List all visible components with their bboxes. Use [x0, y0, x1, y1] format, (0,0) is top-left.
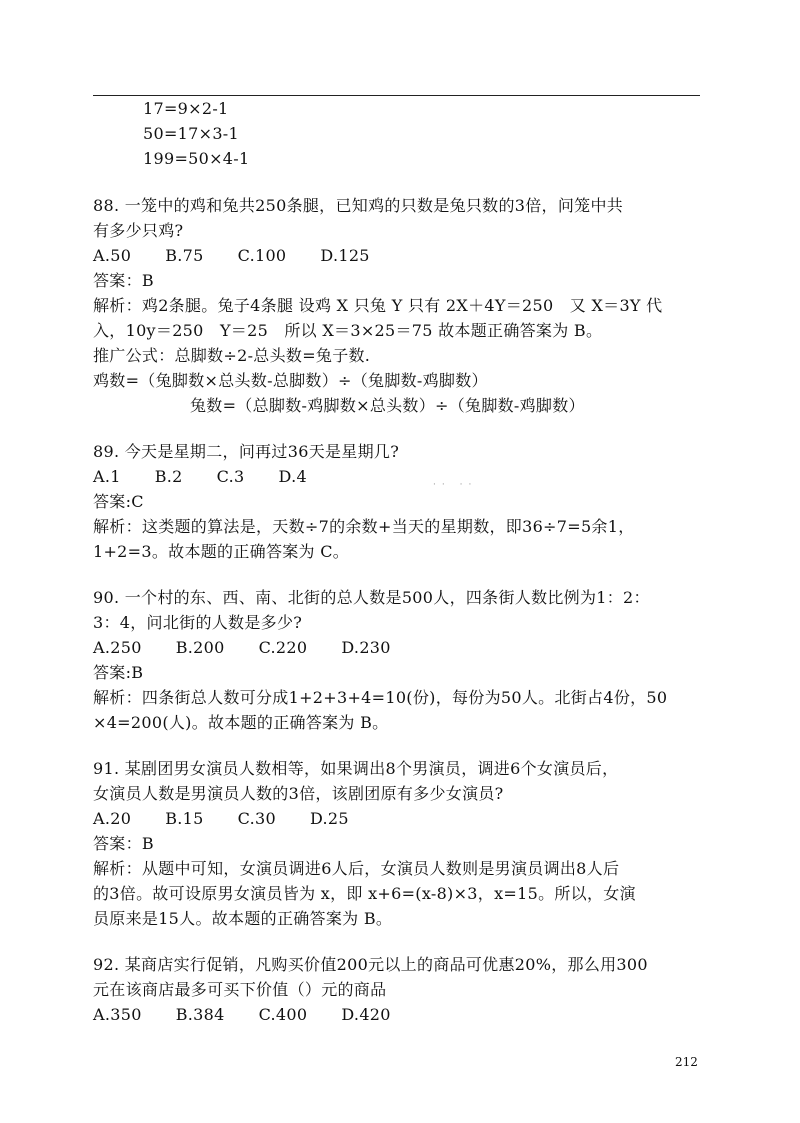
question-92-options: [93, 1003, 425, 1027]
option-a: A.20: [93, 809, 132, 828]
option-c: C.100: [237, 246, 287, 265]
formula-line: 17=9×2-1: [143, 99, 229, 118]
question-89-text: 89. 今天是星期二，问再过36天是星期几?: [93, 442, 400, 461]
option-a: A.50: [93, 246, 132, 265]
option-b: B.75: [165, 246, 204, 265]
question-90-text: 3：4，问北街的人数是多少?: [93, 613, 303, 632]
option-d: D.420: [341, 1005, 391, 1024]
option-d: D.125: [320, 246, 370, 265]
question-90-text: 90. 一个村的东、西、南、北街的总人数是500人，四条街人数比例为1：2：: [93, 588, 650, 607]
option-a: A.1: [93, 467, 121, 486]
question-89-answer: 答案:C: [93, 492, 144, 511]
question-88-text: 88. 一笼中的鸡和兔共250条腿，已知鸡的只数是兔只数的3倍，问笼中共: [93, 196, 624, 215]
option-c: C.220: [258, 638, 308, 657]
option-c: C.3: [216, 467, 245, 486]
question-91-analysis: 员原来是15人。故本题的正确答案为 B。: [93, 909, 393, 928]
question-91-analysis: 的3倍。故可设原男女演员皆为 x，即 x+6=(x-8)×3，x=15。所以，女演: [93, 884, 636, 903]
option-b: B.15: [165, 809, 204, 828]
page-number: 212: [675, 1055, 698, 1069]
question-91-answer: 答案：B: [93, 834, 154, 853]
option-b: B.2: [154, 467, 183, 486]
question-90-answer: 答案:B: [93, 663, 144, 682]
question-88-analysis: 解析：鸡2条腿。兔子4条腿 设鸡 X 只兔 Y 只有 2X＋4Y＝250 又 X＝3Y 代: [93, 296, 663, 315]
question-92-text: 元在该商店最多可买下价值（）元的商品: [93, 980, 387, 999]
header-rule: [93, 95, 700, 96]
option-c: C.30: [237, 809, 276, 828]
question-88-analysis: 入，10y＝250 Y＝25 所以 X＝3×25＝75 故本题正确答案为 B。: [93, 321, 603, 340]
scan-artifact: ·· ··: [433, 480, 478, 490]
option-d: D.230: [341, 638, 391, 657]
option-a: A.350: [93, 1005, 142, 1024]
question-91-analysis: 解析：从题中可知，女演员调进6人后，女演员人数则是男演员调出8人后: [93, 859, 620, 878]
question-88-formula: 兔数=（总脚数-鸡脚数×总头数）÷（兔脚数-鸡脚数）: [190, 396, 585, 415]
question-90-analysis: ×4=200(人)。故本题的正确答案为 B。: [93, 713, 389, 732]
question-91-text: 女演员人数是男演员人数的3倍，该剧团原有多少女演员?: [93, 784, 504, 803]
question-89-analysis: 解析：这类题的算法是，天数÷7的余数+当天的星期数，即36÷7=5余1，: [93, 517, 635, 536]
formula-line: 199=50×4-1: [143, 149, 250, 168]
question-92-text: 92. 某商店实行促销，凡购买价值200元以上的商品可优惠20%，那么用300: [93, 955, 648, 974]
question-91-options: [93, 807, 383, 831]
question-88-formula: 推广公式：总脚数÷2-总头数=兔子数.: [93, 346, 371, 365]
option-a: A.250: [93, 638, 142, 657]
question-89-analysis: 1+2=3。故本题的正确答案为 C。: [93, 542, 350, 561]
question-88-options: [93, 244, 404, 268]
question-89-options: [93, 465, 341, 489]
question-88-formula: 鸡数=（兔脚数×总头数-总脚数）÷（兔脚数-鸡脚数）: [93, 371, 488, 390]
question-91-text: 91. 某剧团男女演员人数相等，如果调出8个男演员，调进6个女演员后，: [93, 759, 619, 778]
question-88-answer: 答案：B: [93, 271, 154, 290]
question-88-text: 有多少只鸡?: [93, 221, 184, 240]
option-d: D.4: [278, 467, 307, 486]
option-b: B.384: [175, 1005, 225, 1024]
question-90-options: [93, 636, 425, 660]
option-b: B.200: [175, 638, 225, 657]
question-90-analysis: 解析：四条街总人数可分成1+2+3+4=10(份)，每份为50人。北街占4份，50: [93, 688, 668, 707]
option-c: C.400: [258, 1005, 308, 1024]
option-d: D.25: [309, 809, 349, 828]
formula-line: 50=17×3-1: [143, 124, 239, 143]
